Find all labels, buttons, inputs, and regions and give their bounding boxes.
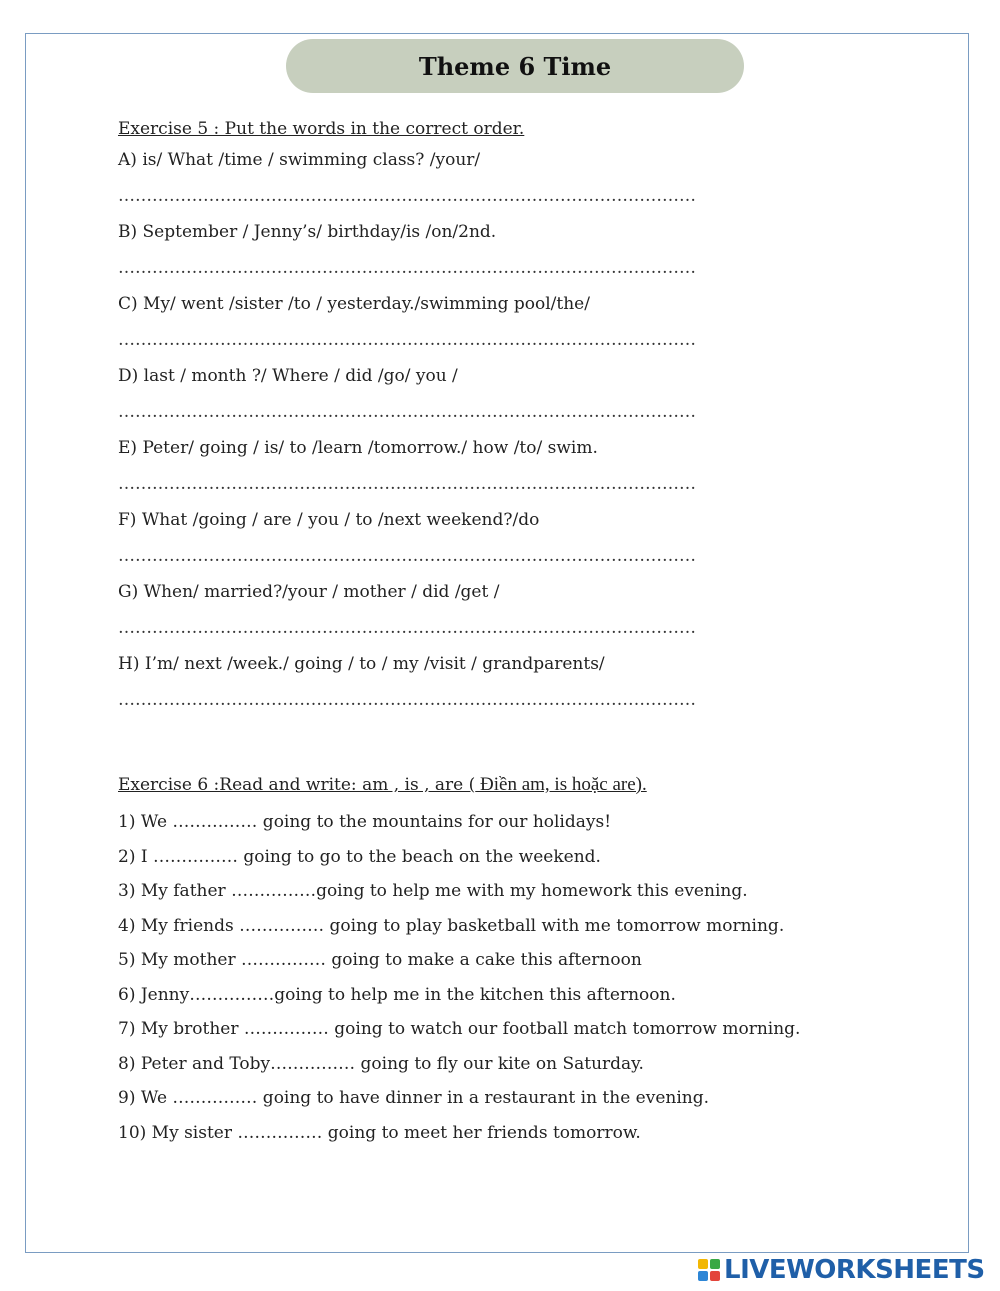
logo-square-red	[710, 1271, 720, 1281]
logo-square-blue	[698, 1271, 708, 1281]
exercise6-sentence[interactable]: 8) Peter and Toby…………… going to fly our kite on Saturday.	[118, 1053, 644, 1074]
answer-line[interactable]: …………………………………………………………………………………………	[118, 402, 696, 422]
logo-icon	[698, 1259, 720, 1281]
exercise6-sentence[interactable]: 1) We …………… going to the mountains for our holidays!	[118, 812, 612, 832]
exercise5-question: G) When/ married?/your / mother / did /get /	[118, 582, 500, 602]
exercise6-sentence[interactable]: 4) My friends …………… going to play basketball with me tomorrow morning.	[118, 915, 785, 936]
exercise5-question: F) What /going / are / you / to /next weekend?/do	[118, 510, 540, 530]
exercise5-question: H) I’m/ next /week./ going / to / my /visit / grandparents/	[118, 654, 605, 674]
exercise6-heading	[118, 772, 878, 798]
exercise6-sentence[interactable]: 9) We …………… going to have dinner in a restaurant in the evening.	[118, 1088, 710, 1108]
exercise5-question: B) September / Jenny’s/ birthday/is /on/2nd.	[118, 222, 497, 242]
exercise5-item	[118, 430, 878, 502]
answer-line[interactable]: …………………………………………………………………………………………	[118, 186, 696, 206]
exercise5-item	[118, 286, 878, 358]
answer-line[interactable]: …………………………………………………………………………………………	[118, 546, 696, 566]
section-spacer	[118, 718, 878, 772]
logo-text: LIVEWORKSHEETS	[724, 1255, 985, 1285]
exercise5-item	[118, 214, 878, 286]
logo-square-green	[710, 1259, 720, 1269]
logo-square-yellow	[698, 1259, 708, 1269]
exercise5-item	[118, 502, 878, 574]
exercise6-sentence[interactable]: 7) My brother …………… going to watch our football match tomorrow morning.	[118, 1019, 801, 1039]
exercise5-item	[118, 646, 878, 718]
page-title: Theme 6 Time	[286, 39, 744, 93]
exercise6-sentence[interactable]: 6) Jenny……………going to help me in the kitchen this afternoon.	[118, 984, 676, 1005]
exercise5-question: A) is/ What /time / swimming class? /your/	[118, 150, 481, 170]
answer-line[interactable]: …………………………………………………………………………………………	[118, 690, 696, 710]
exercise5-question: C) My/ went /sister /to / yesterday./swimming pool/the/	[118, 294, 590, 314]
exercise6-sentence[interactable]: 3) My father ……………going to help me with my homework this evening.	[118, 881, 748, 901]
answer-line[interactable]: …………………………………………………………………………………………	[118, 618, 696, 638]
exercise6-sentence[interactable]: 2) I …………… going to go to the beach on the weekend.	[118, 846, 601, 867]
exercise5-question: E) Peter/ going / is/ to /learn /tomorrow./ how /to/ swim.	[118, 438, 598, 458]
answer-line[interactable]: …………………………………………………………………………………………	[118, 330, 696, 350]
exercise5-item	[118, 142, 878, 214]
exercise5-question: D) last / month ?/ Where / did /go/ you /	[118, 366, 458, 386]
exercise6-heading-text: Exercise 6 :Read and write: am , is , are (	[118, 775, 476, 795]
exercise5-heading: Exercise 5 : Put the words in the correct order.	[118, 119, 525, 139]
exercise5-item	[118, 574, 878, 646]
exercise6-heading-viet: Điền am, is hoặc are).	[475, 774, 647, 795]
exercise5-item	[118, 358, 878, 430]
worksheet-content	[118, 116, 878, 1150]
answer-line[interactable]: …………………………………………………………………………………………	[118, 474, 696, 494]
exercise6-sentence[interactable]: 10) My sister …………… going to meet her friends tomorrow.	[118, 1122, 641, 1143]
exercise6-sentence[interactable]: 5) My mother …………… going to make a cake this afternoon	[118, 950, 642, 970]
liveworksheets-logo	[698, 1256, 985, 1284]
answer-line[interactable]: …………………………………………………………………………………………	[118, 258, 696, 278]
